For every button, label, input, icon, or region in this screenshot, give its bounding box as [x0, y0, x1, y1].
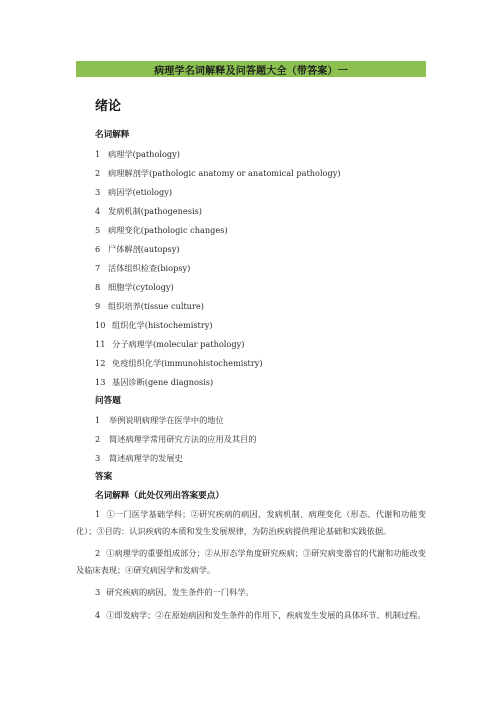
term-number: 6: [95, 244, 101, 254]
term-item: [95, 316, 341, 335]
answer-number: 4: [95, 609, 101, 620]
question-text: 简述病理学的发展史: [109, 453, 183, 463]
term-number: 5: [95, 225, 101, 235]
term-item: [95, 373, 341, 392]
term-number: 2: [95, 168, 101, 178]
term-text: 尸体解剖(autopsy): [108, 244, 180, 254]
term-number: 1: [95, 149, 101, 159]
term-number: 13: [95, 377, 106, 387]
term-item: [95, 297, 341, 316]
term-item: [95, 145, 341, 164]
term-text: 组织培养(tissue culture): [108, 301, 204, 311]
term-item: [95, 278, 341, 297]
answer-paragraph: [76, 545, 426, 578]
term-text: 组织化学(histochemistry): [112, 320, 213, 330]
term-item: [95, 240, 341, 259]
term-number: 4: [95, 206, 101, 216]
term-text: 活体组织检查(biopsy): [108, 263, 191, 273]
answer-text: 研究疾病的病因、发生条件的一门科学。: [106, 587, 254, 597]
terms-list: [95, 145, 341, 392]
terms-heading: 名词解释: [95, 130, 130, 140]
question-number: 2: [95, 434, 101, 444]
term-text: 发病机制(pathogenesis): [108, 206, 202, 216]
answer-text: ①病理学的重要组成部分；②从形态学角度研究疾病；③研究病变器官的代谢和功能改变及临床表现；④研究病因学和发病学。: [76, 548, 426, 575]
term-text: 病理解剖学(pathologic anatomy or anatomical pathology): [108, 168, 341, 178]
answers-list: [76, 506, 426, 629]
answer-paragraph: [76, 506, 426, 539]
term-item: [95, 335, 341, 354]
answer-number: 3: [95, 587, 101, 597]
term-text: 病理变化(pathologic changes): [108, 225, 228, 235]
question-item: [95, 411, 256, 430]
answer-paragraph: [76, 584, 426, 601]
answers-heading: 答案: [95, 472, 113, 482]
chapter-title: 绪论: [95, 99, 122, 114]
term-number: 12: [95, 358, 106, 368]
term-number: 3: [95, 187, 101, 197]
term-number: 9: [95, 301, 101, 311]
questions-list: [95, 411, 256, 468]
term-text: 细胞学(cytology): [108, 282, 174, 292]
term-text: 基因诊断(gene diagnosis): [112, 377, 214, 387]
question-number: 3: [95, 453, 101, 463]
term-text: 病因学(etiology): [108, 187, 173, 197]
questions-heading: 问答题: [95, 396, 121, 406]
term-item: [95, 354, 341, 373]
term-item: [95, 164, 341, 183]
answer-number: 1: [95, 509, 101, 519]
term-number: 8: [95, 282, 101, 292]
answer-text: ①一门医学基础学科；②研究疾病的病因、发病机制、病理变化（形态、代谢和功能变化）；③目的：认识疾病的本质和发生发展规律，为防治疾病提供理论基础和实践依据。: [76, 509, 426, 536]
term-number: 7: [95, 263, 101, 273]
answers-subheading: 名词解释（此处仅列出答案要点）: [95, 491, 224, 501]
question-text: 简述病理学常用研究方法的应用及其目的: [109, 434, 257, 444]
question-item: [95, 449, 256, 468]
term-text: 分子病理学(molecular pathology): [112, 339, 245, 349]
term-number: 11: [95, 339, 106, 349]
document-banner-title: 病理学名词解释及问答题大全（带答案）一: [76, 61, 426, 77]
question-item: [95, 430, 256, 449]
term-item: [95, 183, 341, 202]
term-text: 病理学(pathology): [108, 149, 180, 159]
answer-text: ①即发病学；②在原始病因和发生条件的作用下，疾病发生发展的具体环节、机制过程。: [106, 609, 426, 620]
term-item: [95, 202, 341, 221]
term-number: 10: [95, 320, 106, 330]
answer-paragraph: [76, 607, 426, 624]
term-text: 免疫组织化学(immunohistochemistry): [112, 358, 263, 368]
question-number: 1: [95, 415, 101, 425]
term-item: [95, 221, 341, 240]
term-item: [95, 259, 341, 278]
question-text: 举例说明病理学在医学中的地位: [109, 415, 224, 425]
answer-number: 2: [95, 548, 101, 558]
